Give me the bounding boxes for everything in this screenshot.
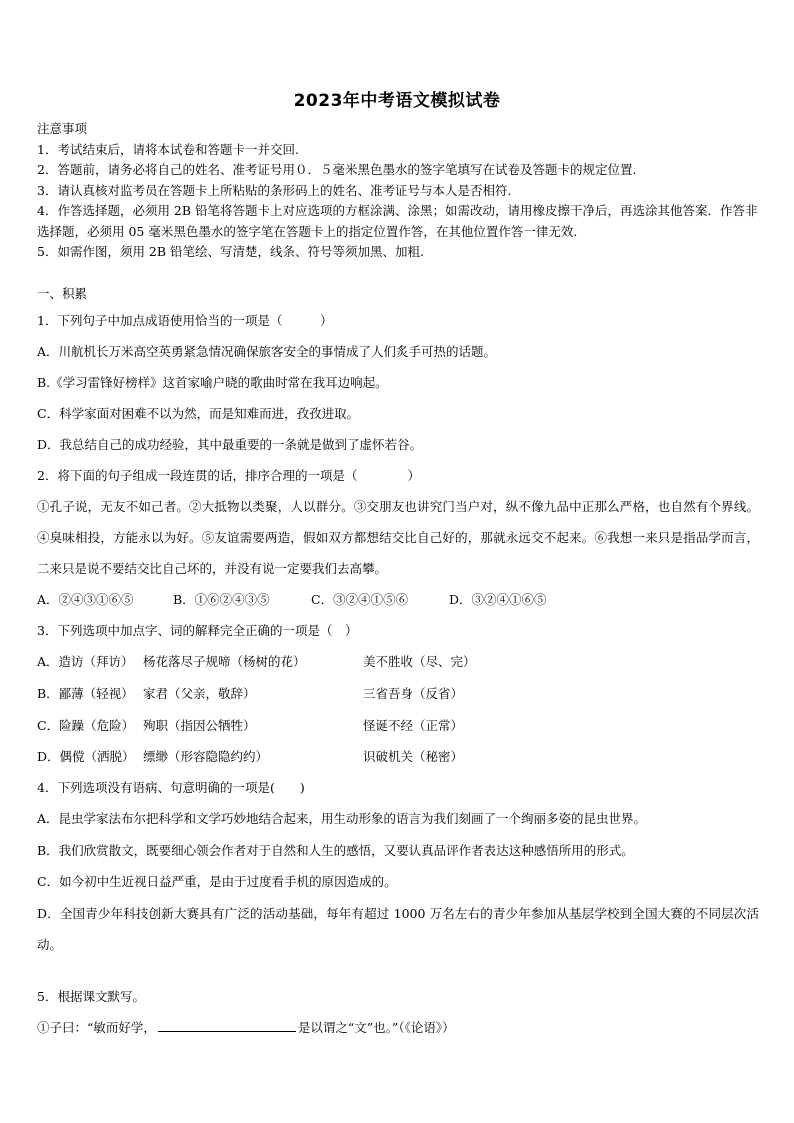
q3-row-b [37, 684, 759, 704]
q5-line-1 [37, 1018, 759, 1038]
q3-cell: 三省吾身（反省） [363, 686, 464, 701]
q4-option-b: B．我们欣赏散文，既要细心领会作者对于自然和人生的感悟，又要认真品评作者表达这种感悟所用的形式。 [37, 843, 634, 858]
q2-option-c: C．③②④①⑤⑥ [311, 592, 409, 607]
q4-stem: 4．下列选项没有语病、句意明确的一项是( ) [37, 780, 305, 795]
q2-stem: 2．将下面的句子组成一段连贯的话，排序合理的一项是（ ） [37, 468, 420, 483]
notes-section [37, 119, 759, 263]
q3-cell: 怪诞不经（正常） [363, 718, 464, 733]
q1-option-b: B.《学习雷锋好榜样》这首家喻户晓的歌曲时常在我耳边响起。 [37, 375, 388, 390]
note-item: 1．考试结束后，请将本试卷和答题卡一并交回. [37, 141, 299, 157]
q3-cell: 杨花落尽子规啼（杨树的花） [143, 654, 306, 669]
note-item: 3．请认真核对监考员在答题卡上所粘贴的条形码上的姓名、准考证号与本人是否相符. [37, 182, 512, 198]
q2-options [37, 590, 759, 610]
q3-cell: B．鄙薄（轻视） [37, 686, 134, 701]
q5-line-prefix: ①子曰：“敏而好学， [37, 1020, 156, 1035]
q3-cell: D．偶傥（洒脱） [37, 749, 135, 764]
q5-stem: 5．根据课文默写。 [37, 989, 145, 1004]
page-title: 2023年中考语文模拟试卷 [293, 91, 501, 111]
q4-option-a: A．昆虫学家法布尔把科学和文学巧妙地结合起来，用生动形象的语言为我们刻画了一个绚丽多姿的昆虫世界。 [37, 811, 647, 826]
q3-stem: 3．下列选项中加点字、词的解释完全正确的一项是（ ） [37, 623, 358, 638]
q3-row-a [37, 652, 759, 672]
q3-row-c [37, 716, 759, 736]
q5-line-suffix: 是以谓之“文”也。”（《论语》） [297, 1020, 455, 1035]
note-item: 5．如需作图，须用 2B 铅笔绘、写清楚，线条、符号等须加黑、加粗. [37, 244, 425, 259]
notes-heading: 注意事项 [37, 121, 88, 136]
note-item: 4．作答选择题，必须用 2B 铅笔将答题卡上对应选项的方框涂满、涂黑；如需改动，请用橡皮擦干净后，再选涂其他答案．作答非选择题，必须用 05 毫米黑色墨水的签字笔在答题卡上的指定位置作答，在其他位置作答一律无效. [37, 203, 758, 239]
answer-blank[interactable] [158, 1019, 296, 1032]
q3-cell: 殉职（指因公牺牲） [143, 718, 256, 733]
q3-cell: 美不胜收（尽、完） [363, 654, 476, 669]
q2-option-b: B．①⑥②④③⑤ [173, 592, 270, 607]
q2-option-a: A．②④③①⑥⑤ [37, 592, 134, 607]
q1-option-c: C．科学家面对困难不以为然，而是知难而进，孜孜进取。 [37, 406, 360, 421]
q3-cell: 缥缈（形容隐隐约约） [143, 749, 269, 764]
q1-option-d: D．我总结自己的成功经验，其中最重要的一条就是做到了虚怀若谷。 [37, 437, 423, 452]
q3-cell: C．险躁（危险） [37, 718, 135, 733]
section-heading: 一、积累 [37, 286, 88, 301]
q2-option-d: D．③②④①⑥⑤ [449, 592, 547, 607]
note-item: 2．答题前，请务必将自己的姓名、准考证号用０．５毫米黑色墨水的签字笔填写在试卷及答题卡的规定位置. [37, 162, 637, 177]
q3-cell: 识破机关（秘密） [363, 749, 464, 764]
q2-passage: ①孔子说，无友不如己者。②大抵物以类聚，人以群分。③交朋友也讲究门当户对，纵不像九品中正那么严格，也自然有个界线。④臭味相投，方能永以为好。⑤友谊需要两造，假如双方都想结交比自己好的，那就永远交不起来。⑥我想一来只是指品学而言，二来只是说不要结交比自己坏的，并没有说一定要我们去高攀。 [37, 499, 759, 576]
q4-option-d: D．全国青少年科技创新大赛具有广泛的活动基础，每年有超过 1000 万名左右的青少年参加从基层学校到全国大赛的不同层次活动。 [37, 906, 759, 952]
q4-option-c: C．如今初中生近视日益严重，是由于过度看手机的原因造成的。 [37, 874, 397, 889]
q3-row-d [37, 747, 759, 767]
q3-cell: 家君（父亲，敬辞） [143, 686, 256, 701]
q1-stem: 1．下列句子中加点成语使用恰当的一项是（ ） [37, 313, 333, 328]
q3-cell: A．造访（拜访） [37, 654, 134, 669]
q1-option-a: A．川航机长万米高空英勇紧急情况确保旅客安全的事情成了人们炙手可热的话题。 [37, 344, 497, 359]
